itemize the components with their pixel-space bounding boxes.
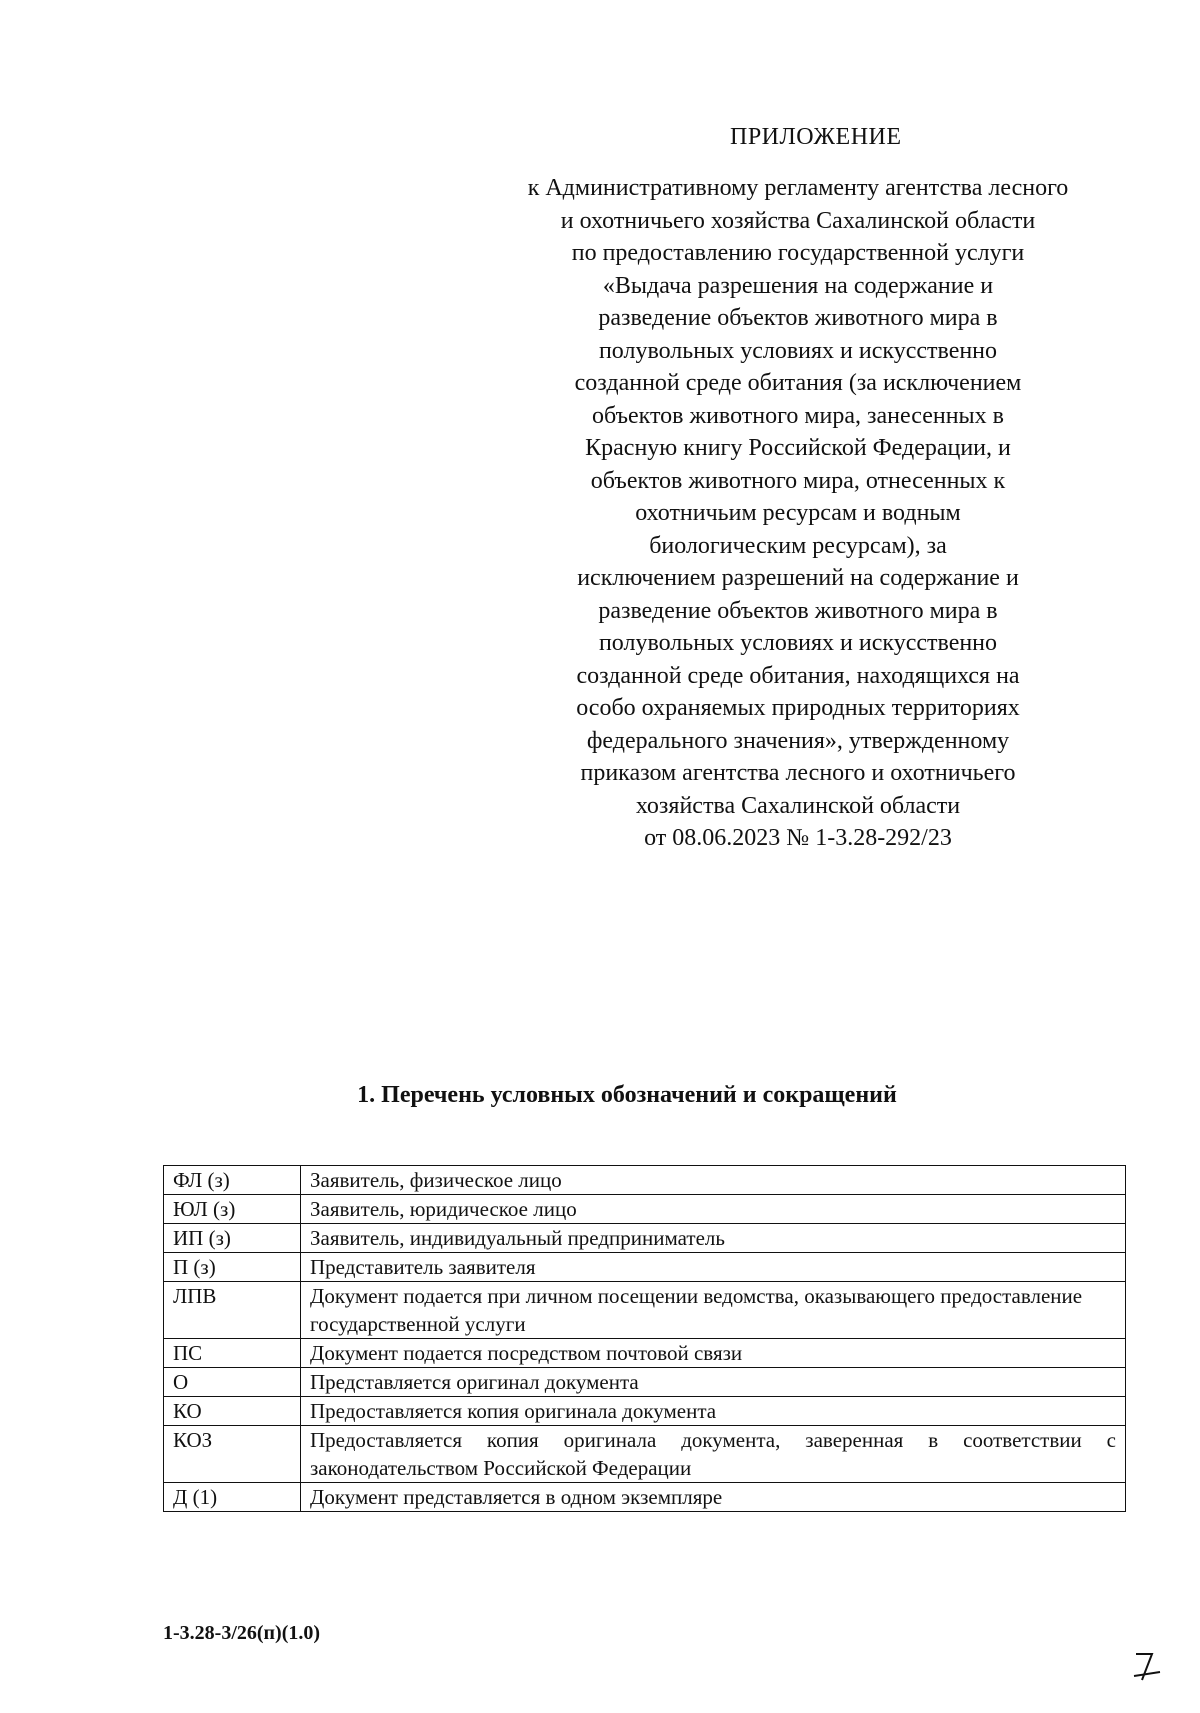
table-row: [164, 1166, 1126, 1195]
annex-line: особо охраняемых природных территориях: [576, 695, 1020, 721]
annex-line: приказом агентства лесного и охотничьего: [580, 760, 1016, 786]
abbreviation-meaning: Документ представляется в одном экземпляре: [301, 1483, 1126, 1512]
document-code: 1-3.28-3/26(п)(1.0): [163, 1622, 321, 1644]
section-title: 1. Перечень условных обозначений и сокращений: [357, 1082, 897, 1108]
table-row: [164, 1397, 1126, 1426]
abbreviation-code: О: [164, 1368, 301, 1397]
annex-line: «Выдача разрешения на содержание и: [602, 272, 994, 299]
annex-line: по предоставлению государственной услуги: [571, 240, 1025, 266]
abbreviation-code: ЛПВ: [164, 1282, 301, 1339]
table-row: [164, 1426, 1126, 1483]
annex-line: к Административному регламенту агентства лесного: [527, 175, 1069, 201]
abbreviation-meaning: Документ подается при личном посещении ведомства, оказывающего предоставление государственной услуги: [301, 1282, 1126, 1339]
appendix-heading: ПРИЛОЖЕНИЕ: [730, 124, 902, 150]
annex-line: полувольных условиях и искусственно: [598, 337, 998, 364]
annex-line: Красную книгу Российской Федерации, и: [585, 435, 1011, 461]
annex-line: охотничьим ресурсам и водным: [635, 500, 961, 526]
abbreviation-meaning: Документ подается посредством почтовой связи: [301, 1339, 1126, 1368]
abbreviation-code: ИП (з): [164, 1224, 301, 1253]
table-row: [164, 1339, 1126, 1368]
abbreviation-meaning: Заявитель, индивидуальный предприниматель: [301, 1224, 1126, 1253]
table-row: [164, 1282, 1126, 1339]
annex-line: объектов животного мира, занесенных в: [591, 402, 1005, 429]
abbreviation-code: Д (1): [164, 1483, 301, 1512]
abbreviation-code: П (з): [164, 1253, 301, 1282]
table-row: [164, 1224, 1126, 1253]
annex-line: федерального значения», утвержденному: [586, 727, 1010, 754]
abbreviation-code: КО: [164, 1397, 301, 1426]
abbreviation-meaning: Заявитель, юридическое лицо: [301, 1195, 1126, 1224]
annex-line: объектов животного мира, отнесенных к: [590, 467, 1006, 494]
annex-line: хозяйства Сахалинской области: [635, 792, 961, 819]
abbreviation-code: ФЛ (з): [164, 1166, 301, 1195]
annex-line: полувольных условиях и искусственно: [598, 630, 998, 656]
annex-line: и охотничьего хозяйства Сахалинской области: [560, 207, 1036, 234]
annex-line: созданной среде обитания (за исключением: [574, 370, 1022, 396]
annex-line: разведение объектов животного мира в: [598, 305, 998, 331]
annex-line: биологическим ресурсам), за: [649, 532, 947, 559]
annex-line: исключением разрешений на содержание и: [577, 565, 1019, 591]
annex-line: разведение объектов животного мира в: [598, 597, 998, 624]
abbreviation-meaning: Заявитель, физическое лицо: [301, 1166, 1126, 1195]
table-row: [164, 1253, 1126, 1282]
annex-line: созданной среде обитания, находящихся на: [576, 662, 1020, 689]
abbreviation-code: ЮЛ (з): [164, 1195, 301, 1224]
abbreviation-meaning: Представляется оригинал документа: [301, 1368, 1126, 1397]
abbreviation-meaning: Предоставляется копия оригинала документа: [301, 1397, 1126, 1426]
abbreviation-code: ПС: [164, 1339, 301, 1368]
abbreviation-code: КОЗ: [164, 1426, 301, 1483]
table-row: [164, 1483, 1126, 1512]
abbreviations-table: [163, 1165, 1126, 1512]
annex-line: от 08.06.2023 № 1-3.28-292/23: [644, 825, 952, 851]
abbreviation-meaning: Предоставляется копия оригинала документа, заверенная в соответствии с законодательством Российской Федерации: [301, 1426, 1126, 1483]
handwritten-page-mark: [1130, 1646, 1166, 1686]
abbreviation-meaning: Представитель заявителя: [301, 1253, 1126, 1282]
table-row: [164, 1368, 1126, 1397]
table-row: [164, 1195, 1126, 1224]
annex-reference: [458, 172, 1138, 855]
